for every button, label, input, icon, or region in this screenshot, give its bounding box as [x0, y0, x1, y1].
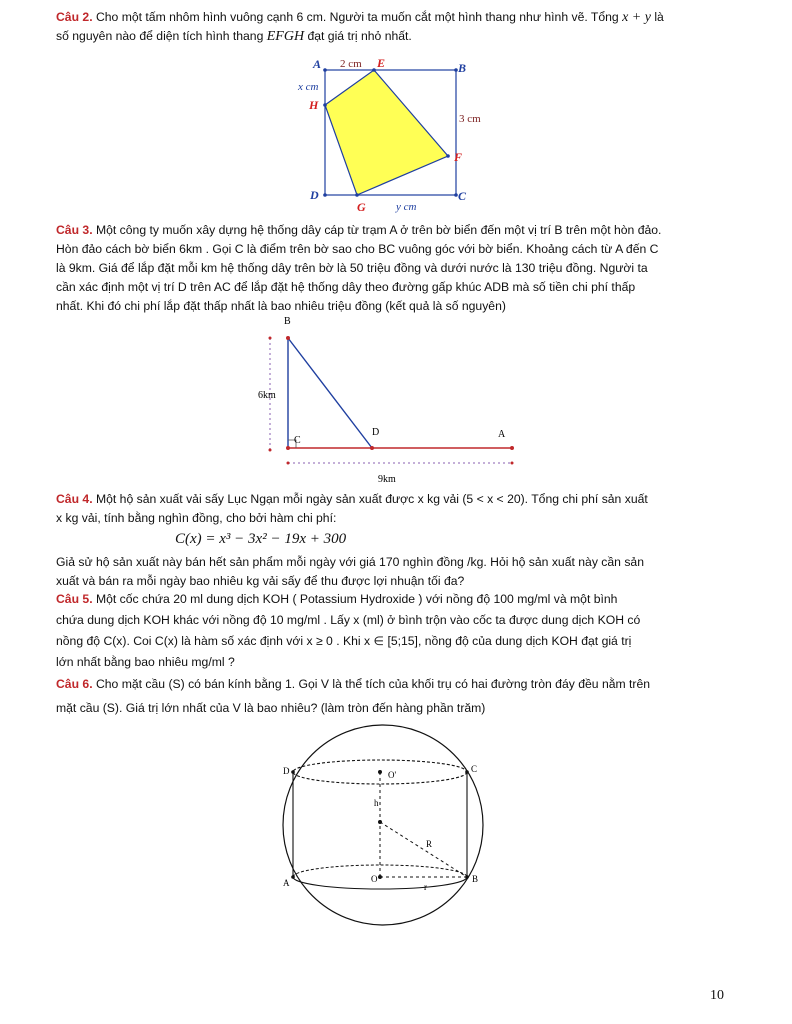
label-b: B — [458, 61, 467, 75]
label-r-small: r — [424, 882, 427, 892]
cost-function-formula: C(x) = x³ − 3x² − 19x + 300 — [175, 531, 347, 547]
label-c: C — [471, 764, 478, 774]
math-efgh: EFGH — [266, 29, 305, 44]
trapezoid-figure — [280, 52, 510, 217]
label-e: E — [377, 56, 386, 70]
label-3cm: 3 cm — [459, 113, 481, 125]
label-h: h — [374, 798, 379, 808]
label-x-cm: x cm — [298, 81, 319, 93]
label-c: C — [458, 189, 467, 203]
label-o-prime: O' — [388, 770, 397, 780]
label-r-radius: R — [426, 839, 433, 849]
question-3-label: Câu 3. — [56, 223, 93, 237]
label-d: D — [283, 766, 290, 776]
sphere-cylinder-figure — [280, 722, 495, 937]
trapezoid-efgh — [325, 70, 448, 195]
question-5: Câu 5. Một cốc chứa 20 ml dung dịch KOH ( Potassium Hydroxide ) với nồng độ 100 mg/ml và một bình chứa dung dịch KOH khác với nồng độ 10 mg/ml . Lấy x (ml) ở bình trộn vào cốc ta được dung dịch KOH có nồng độ C(x). Coi C(x) là hàm số xác định với x ≥ 0 . Khi x ∈ [5;15], nồng độ của dung dịch KOH đạt giá trị lớn nhất bằng bao nhiêu mg/ml ? — [56, 592, 641, 669]
question-2 — [56, 8, 724, 46]
label-b: B — [284, 316, 291, 327]
label-a: A — [283, 878, 290, 888]
label-g: G — [357, 200, 366, 214]
cable-figure — [250, 308, 530, 490]
label-a: A — [313, 57, 322, 71]
question-6: Câu 6. Cho mặt cầu (S) có bán kính bằng 1. Gọi V là thể tích của khối trụ có hai đường tròn đáy đều nằm trên mặt cầu (S). Giá trị lớn nhất của V là bao nhiêu? (làm tròn đến hàng phần trăm) — [56, 677, 651, 715]
label-c: C — [294, 435, 301, 446]
question-6-label: Câu 6. — [56, 677, 93, 691]
question-4: Câu 4. Một hộ sản xuất vải sấy Lục Ngạn mỗi ngày sản xuất được x kg vải (5 < x < 20). Tổng chi phí sản xuất x kg vải, tính bằng nghìn đồng, cho bởi hàm chi phí: — [56, 492, 648, 525]
page-number: 10 — [710, 988, 724, 1003]
label-d: D — [372, 427, 380, 438]
question-5-label: Câu 5. — [56, 592, 93, 606]
math-x-plus-y: x + y — [622, 10, 651, 25]
label-h: H — [309, 98, 319, 112]
sphere-outline — [283, 725, 483, 925]
label-y-cm: y cm — [396, 201, 417, 213]
label-b: B — [472, 874, 479, 884]
label-o: O — [371, 874, 378, 884]
label-9km: 9km — [378, 474, 396, 485]
question-2-line-1: Câu 2. Cho một tấm nhôm hình vuông cạnh 6 cm. Người ta muốn cắt một hình thang như hình vẽ. Tổng x + y là — [56, 10, 664, 25]
question-3: Câu 3. Một công ty muốn xây dựng hệ thống dây cáp từ trạm A ở trên bờ biển đến một vị trí B trên một hòn đảo. Hòn đảo cách bờ biển 6km . Gọi C là điểm trên bờ sao cho BC vuông góc với bờ biển. Khoảng cách từ A đến C là 9km. Giá để lắp đặt mỗi km hệ thống dây trên bờ là 50 triệu đồng và dưới nước là 130 triệu đồng. Người ta cần xác định một vị trí D trên AC để lắp đặt hệ thống dây theo đường gấp khúc ADB mà số tiền chi phí thấp nhất. Khi đó chi phí lắp đặt thấp nhất là bao nhiêu triệu đồng (kết quả là số nguyên) — [56, 223, 662, 313]
label-d: D — [310, 188, 319, 202]
label-2cm: 2 cm — [340, 58, 362, 70]
label-f: F — [454, 150, 463, 164]
label-a: A — [498, 429, 506, 440]
question-4-label: Câu 4. — [56, 492, 93, 506]
label-6km: 6km — [258, 390, 276, 401]
question-2-line-2: số nguyên nào để diện tích hình thang EFGH đạt giá trị nhỏ nhất. — [56, 29, 412, 44]
question-2-label: Câu 2. — [56, 10, 93, 24]
